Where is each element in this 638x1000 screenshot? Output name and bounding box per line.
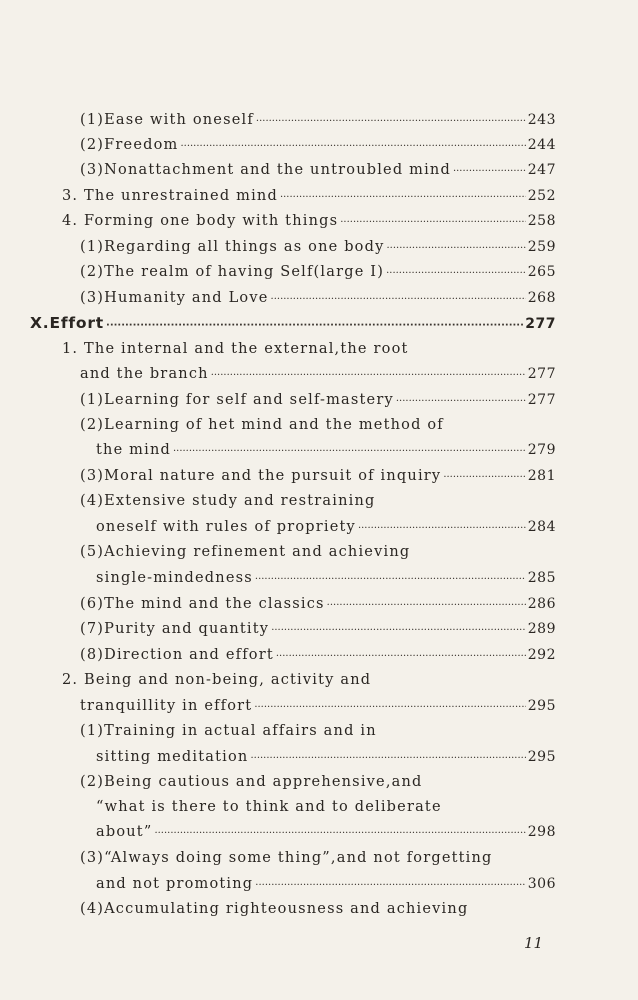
toc-entry	[80, 698, 556, 714]
toc-entry-title: 2. Being and non-being, activity and	[62, 672, 372, 688]
toc-entry-page: 295	[527, 698, 556, 714]
toc-entry	[96, 876, 556, 892]
toc-entry-page: 265	[527, 264, 556, 280]
toc-entry-title: (3)“Always doing some thing”,and not forgetting	[80, 850, 493, 866]
toc-entry	[80, 596, 556, 612]
toc-entry	[80, 417, 444, 433]
toc-entry	[62, 341, 409, 357]
dot-leader	[154, 828, 525, 839]
toc-entry-title: (4)Accumulating righteousness and achieving	[80, 901, 469, 917]
toc-entry-page: 243	[527, 112, 556, 128]
dot-leader	[276, 651, 526, 662]
dot-leader	[173, 446, 526, 457]
toc-entry-title: the mind	[96, 442, 171, 458]
toc-entry-title: oneself with rules of propriety	[96, 519, 356, 535]
toc-entry-page: 292	[527, 647, 556, 663]
toc-entry-title: X.Effort	[30, 314, 105, 332]
toc-entry-title: (5)Achieving refinement and achieving	[80, 544, 411, 560]
toc-entry	[96, 519, 556, 535]
toc-entry	[96, 749, 556, 765]
toc-entry-title: (1)Training in actual affairs and in	[80, 723, 377, 739]
toc-entry	[80, 392, 556, 408]
toc-entry-page: 289	[527, 621, 556, 637]
toc-entry	[80, 647, 556, 663]
dot-leader	[255, 880, 525, 891]
toc-entry-title: (3)Nonattachment and the untroubled mind	[80, 162, 451, 178]
dot-leader	[255, 574, 526, 585]
toc-entry-page: 285	[527, 570, 556, 586]
toc-entry-title: (3)Humanity and Love	[80, 290, 269, 306]
toc-entry	[80, 112, 556, 128]
toc-entry	[80, 162, 556, 178]
toc-entry	[80, 901, 468, 917]
dot-leader	[358, 523, 526, 534]
toc-entry	[80, 264, 556, 280]
toc-entry-title: sitting meditation	[96, 749, 249, 765]
dot-leader	[106, 320, 523, 331]
dot-leader	[280, 192, 526, 203]
toc-entry-title: (1)Learning for self and self-mastery	[80, 392, 394, 408]
toc-entry-page: 259	[527, 239, 556, 255]
toc-entry-title: single-mindedness	[96, 570, 253, 586]
toc-entry-title: (2)Being cautious and apprehensive,and	[80, 774, 423, 790]
toc-entry-page: 277	[527, 366, 556, 382]
toc-entry-page: 244	[527, 137, 556, 153]
toc-entry	[80, 468, 556, 484]
dot-leader	[271, 625, 526, 636]
toc-entry-page: 258	[527, 213, 556, 229]
toc-entry-title: (3)Moral nature and the pursuit of inquiry	[80, 468, 442, 484]
dot-leader	[453, 166, 526, 177]
toc-entry	[80, 366, 556, 382]
toc-entry	[62, 672, 371, 688]
toc-entry-title: 3. The unrestrained mind	[62, 188, 278, 204]
toc-entry	[80, 239, 556, 255]
toc-entry	[80, 544, 410, 560]
toc-entry-page: 247	[527, 162, 556, 178]
toc-entry-title: about”	[96, 824, 153, 840]
toc-entry-title: and the branch	[80, 366, 209, 382]
toc-entry-page: 252	[527, 188, 556, 204]
toc-entry-title: (6)The mind and the classics	[80, 596, 325, 612]
dot-leader	[254, 702, 525, 713]
toc-entry-title: (8)Direction and effort	[80, 647, 274, 663]
dot-leader	[386, 268, 526, 279]
toc-entry	[96, 442, 556, 458]
toc-entry-title: (1)Regarding all things as one body	[80, 239, 385, 255]
toc-entry-title: (2)Freedom	[80, 137, 179, 153]
toc-entry-title: (7)Purity and quantity	[80, 621, 270, 637]
toc-entry	[96, 799, 442, 815]
toc-entry-page: 277	[527, 392, 556, 408]
toc-entry-page: 284	[527, 519, 556, 535]
toc-entry	[80, 774, 423, 790]
dot-leader	[256, 116, 526, 127]
toc-entry	[96, 824, 556, 840]
toc-entry	[80, 290, 556, 306]
toc-entry-page: 268	[527, 290, 556, 306]
toc-entry	[30, 314, 556, 332]
dot-leader	[396, 396, 526, 407]
toc-entry-page: 277	[525, 316, 556, 332]
toc-entry	[80, 850, 493, 866]
toc-entry	[80, 137, 556, 153]
dot-leader	[271, 294, 526, 305]
toc-entry-title: (2)Learning of het mind and the method of	[80, 417, 444, 433]
dot-leader	[443, 472, 525, 483]
toc-entry-title: and not promoting	[96, 876, 254, 892]
dot-leader	[327, 600, 526, 611]
toc-entry-page: 295	[527, 749, 556, 765]
toc-entry	[80, 723, 377, 739]
toc-entry-page: 279	[527, 442, 556, 458]
toc-entry-title: 1. The internal and the external,the root	[62, 341, 409, 357]
toc-entry	[80, 493, 375, 509]
toc-entry	[80, 621, 556, 637]
dot-leader	[211, 370, 526, 381]
toc-entry-title: (1)Ease with oneself	[80, 112, 254, 128]
toc-entry-page: 306	[527, 876, 556, 892]
dot-leader	[387, 243, 526, 254]
toc-entry	[96, 570, 556, 586]
toc-entry	[62, 188, 556, 204]
toc-entry	[62, 213, 556, 229]
toc-entry-page: 298	[527, 824, 556, 840]
toc-entry-title: (2)The realm of having Self(large I)	[80, 264, 385, 280]
page-number: 11	[524, 934, 544, 952]
toc-entry-title: 4. Forming one body with things	[62, 213, 339, 229]
toc-entry-title: (4)Extensive study and restraining	[80, 493, 376, 509]
toc-entry-title: “what is there to think and to deliberate	[96, 799, 442, 815]
toc-entry-page: 286	[527, 596, 556, 612]
dot-leader	[250, 753, 525, 764]
toc-entry-page: 281	[527, 468, 556, 484]
toc-entry-title: tranquillity in effort	[80, 698, 253, 714]
dot-leader	[340, 217, 526, 228]
dot-leader	[180, 141, 525, 152]
